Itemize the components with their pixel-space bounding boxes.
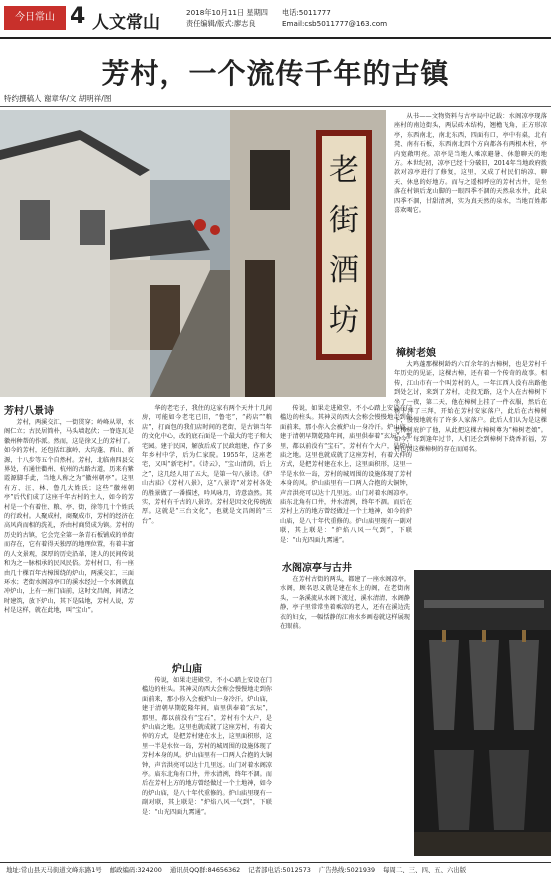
- paragraph: 芳村，两溪交汇，一街贯穿；岭峰从翠，水阁仁立；古民居简朴，马头墙起伏；一脊连瓦是徽州种帮的作派。然而，这是徐又上的芳村了。如今的芳村，还包括红旗岭、大均蓬、西山、新源，十八步等五个自然村。芳村，北临南四县交界处，有通往衢州、杭州的古路古道，历来有紫霞源脚手此，当地人称之为“徽州朝亭”。这里有方、汪、林、鲁几大姓氏；这些“徽州朝亭”后代们成了这座千年古村的主人，如今的芳村是一个有着住、粮、亭、街，徐等几十个姓氏的行政村。人聚成村，商聚成市，芳村的经济在高风尚而相的洗礼，乔由村商贸成为镇。芳村的历史的古镇，它会完全第一条青石板铺成的单街而存在，它有着得天独厚的地理位置，有着丰富的人文景观，深厚的历史沿革，迷人的民间传说和为之一脉相承的民风民俗。芳村村口，有一座由几十棵百年古樟围绕的炉山，两溪交汇，三面环水；老街水阁凉亭口的溪水经过一个水阁就直冲炉山，上有一座门庙前，这时文昌阁，间诸之时建筑，放下炉山，其下是陆地，芳村人说，芳村是这样，就在此地，叫“宝山”。: [4, 419, 134, 615]
- footer-tel2: 广告热线:5021939: [318, 866, 376, 874]
- footer-qq: 通讯员QQ群:84656362: [169, 866, 241, 874]
- footer-postcode: 邮政编码:324200: [109, 866, 162, 874]
- footer-schedule: 每周二、三、四、五、六出版: [383, 866, 467, 874]
- text-column-3: [280, 404, 412, 564]
- paragraph: 大鸡蓬那棵树龄约六百余年的古樟树，也是芳村千年历史的见证，这棵古樟，还有着一个传奇的故事。相传，江山市有一个叫芳村的人，一年江西人没有出路他到处乞讨，来到了芳村，走投无路，这个人在古樟树下坐了一夜，第二天，他在樟树上挂了一件衣服，然后在树下拜了三拜，开始在芳村安家落户，此后在古樟树下，慢慢地就有了许多人家落户。此后人们认为是这棵老樟树庇护了他，从此把这棵古樟树尊为“樟树老娘”。如今，每到逢年过节，人们还会到樟树下烧香祈福，芳村也因这棵樟树的存在而闻名。: [394, 361, 547, 453]
- text-column-4: [394, 112, 547, 340]
- subhead-camphor: 樟树老娘: [396, 348, 436, 359]
- subhead-temple: 炉山庙: [172, 664, 202, 675]
- signboard-char-1: 老: [329, 153, 359, 188]
- title-divider: [0, 106, 551, 107]
- old-street-illustration: [0, 110, 386, 397]
- paragraph: 在芳村古街的两头，都建了一座水阁凉亭。水阁，顾名思义就是建在水上的阁，在老街南头，一条溪流从水阁下流过，溪水清清，水阁静静，亭子里常常坐着乘凉的老人，还有在溪边洗衣的妇女，一幅恬静的江南水乡画卷就这样展现在眼前。: [280, 576, 410, 631]
- subhead-poem: 芳村八景诗: [4, 406, 54, 417]
- paragraph: 传说，如果走进殿堂，不小心踏上安设在门槛边的柱头。其神灵的西大会称会慢慢地走到你面前来，那小你入会被炉山一身冷汗。炉山庙，建于清朝早期乾隆年间，庙里供奉着“玄坛”，那里，都以前没有“宝石”，芳村有个大户，是炉山庙之地。这里也就成就了这座芳村，有着大仲的方式，是把芳村建在水上，这里面积形，这里一半是水位一岛，芳村的城周围的设施体现了芳村本身的风。炉山庙里有一口两人合抱的大铜钟，声音洪亮可以达十几里远。山门对着水阁凉亭。庙东北角有口井，井水清洌，终年不涸。而后在芳村上方的地方曾经做过一个土地神，如今的炉山庙，是八十年代重修的。炉山庙里现有一副对联，其上联是：“炉焰八风一气到”，下联是：“山光四面九霄通”。: [280, 405, 412, 544]
- header-email: Email:csb5011777@163.com: [282, 19, 388, 28]
- signboard-char-2: 街: [329, 203, 359, 238]
- text-column-6: [280, 575, 410, 858]
- issue-date: 2018年10月11日 星期四: [186, 8, 268, 17]
- footer-tel1: 记者部电话:5012573: [248, 866, 311, 874]
- text-column-5: [394, 360, 547, 568]
- signboard-char-4: 坊: [329, 303, 359, 338]
- old-tools-photo: [414, 570, 551, 856]
- article-title: 芳村，一个流传千年的古镇: [101, 57, 450, 90]
- header-divider: [0, 37, 551, 39]
- subhead-pavilion: 水阁凉亭与古井: [282, 563, 352, 574]
- newspaper-logo: 今日常山: [4, 6, 66, 30]
- page-header: [0, 0, 551, 38]
- paragraph: 从书——文物资料与古亭局中记载：水阁凉亭现落座村的南边街头，两层砖木结构，翘檐飞角，正方形凉亭，东西南北，南北东西，四面有口，亭中有桌，北有凳、南有石板，东西南北四个方向都各有两根木柱，亭内宽敞明亮。凉亭是当地人乘凉避暑、休憩聊天的地方。本世纪初，凉亭已经十分破旧，2014年当地政府拨款对凉亭进行了修复，这里，又成了村民们纳凉、聊天、休息的好地方。而与之遥相呼应的芳村古井，是坐落在村镇后龙山脚的一眼四季不涸的天然泉水井，此泉四季不涸，甘甜清冽，实为真天然的泉水，当地百姓都喜欢喝它。: [394, 113, 547, 215]
- old-tools-illustration: [414, 570, 551, 856]
- header-meta-left: [186, 7, 268, 29]
- signboard-char-3: 酒: [329, 253, 359, 288]
- page-number: 4: [70, 4, 86, 29]
- section-title: 人文常山: [92, 13, 160, 33]
- text-column-1: [4, 418, 134, 858]
- page-footer: [0, 862, 551, 879]
- article-byline: 特约撰稿人 谢章华/文 胡明祥/图: [4, 94, 112, 103]
- header-meta-right: [282, 7, 387, 29]
- header-phone: 电话:5011777: [282, 8, 331, 17]
- paragraph: 传说，如果走进殿堂，不小心踏上安设在门槛边的柱头。其神灵的西大会称会慢慢地走到你面前来，那小你入会被炉山一身冷汗。炉山庙，建于清朝早期乾隆年间，庙里供奉着“玄坛”，那里，都以前没有“宝石”，芳村有个大户，是炉山庙之地。这里也就成就了这座芳村，有着大仲的方式，是把芳村建在水上，这里面积形，这里一半是水位一岛，芳村的城周围的设施体现了芳村本身的风。炉山庙里有一口两人合抱的大铜钟，声音洪亮可以达十几里远。山门对着水阁凉亭。庙东北角有口井，井水清洌，终年不涸。而后在芳村上方的地方曾经做过一个土地神，如今的炉山庙，是八十年代重修的。炉山庙里现有一副对联，其上联是：“炉焰八风一气到”，下联是：“山光四面九霄通”。: [142, 677, 272, 816]
- editor-line: 责任编辑/版式:廖志良: [186, 19, 256, 28]
- text-column-2b: [142, 676, 272, 858]
- old-street-photo: [0, 110, 386, 397]
- footer-address: 地址:常山县天马街道文峰东路1号: [6, 866, 102, 874]
- paragraph: 华的老宅子，我住的这家有两个天井十几间房，可能如今老宅已旧，“鲁宅”，“药店”“粮店”，打面包的我们店时间的老街，是古镇当年的文化中心，改的底石面是一个最大的宅子和大宅园。建于民国，解放后成了民政组建，作了多年乡村中学，后为仁家院。1955年，这座老宅，又叫“新宅村”。《诗云》，“宝山清荫，后上之”，这几经人用了五大，是第一句八景诗。《炉山古庙》《芳村八景》，这“八景诗”对芳村各处的胜景做了一番描述，吟风咏月，诗意盎然。其实，芳村有千古的八景诗。芳村是因文化传统浓厚。这就是“三台文化”，也就是文昌阁的“三台”。: [142, 405, 272, 525]
- text-column-2: [142, 404, 272, 656]
